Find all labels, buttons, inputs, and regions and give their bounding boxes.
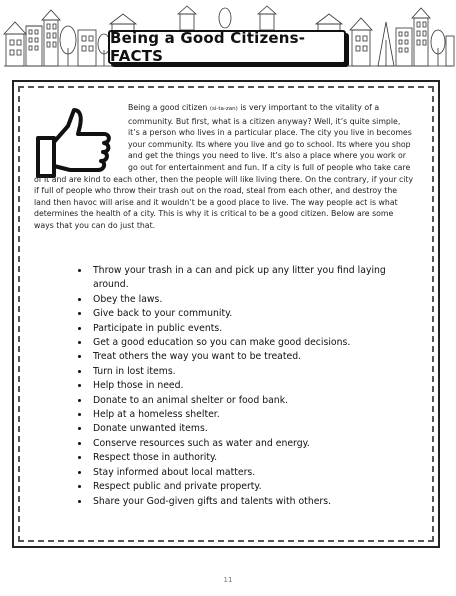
list-item: • Help those in need. [90,379,420,393]
list-item: • Conserve resources such as water and energy. [90,437,420,451]
list-item: • Respect public and private property. [90,480,420,494]
list-item: • Participate in public events. [90,322,420,336]
list-item: • Throw your trash in a can and pick up any litter you find laying around. [90,264,420,293]
list-item: • Donate unwanted items. [90,422,420,436]
list-item: • Turn in lost items. [90,365,420,379]
intro-text: is very important to the vitality of a community. But first, what is a citizen anyway? Well, it’s quite simple, it’s a person who lives in a particular place. The city you live in becomes your community. Its where you live and go to school. Its where you shop and get the things you need to live. It’s also a place where you work or go out for entertainment and fun. If a city is full of people who take care of it and are kind to each other, then the people will like living there. On the contrary, if your city if full of people who throw their trash out on the road, steal from each other, and destroy the land then havoc will arise and it wouldn’t be a good place to live. The way people act is what determines the health of a city. This is why it is critical to be a good citizen. Below are some ways that you can do just that. [34,103,414,230]
page-number: 11 [223,576,233,584]
title-box [108,30,346,64]
list-item: • Give back to your community. [90,307,420,321]
page-title: Being a Good Citizens- FACTS [110,29,306,65]
intro-paragraph [34,102,414,232]
list-item: • Treat others the way you want to be treated. [90,350,420,364]
list-item: • Obey the laws. [90,293,420,307]
intro-pronunciation: (si-ta-zan) [209,106,238,112]
tips-list [74,264,420,509]
list-item: • Share your God-given gifts and talents with others. [90,495,420,509]
list-item: • Help at a homeless shelter. [90,408,420,422]
list-item: • Get a good education so you can make good decisions. [90,336,420,350]
list-item: • Respect those in authority. [90,451,420,465]
list-item: • Stay informed about local matters. [90,466,420,480]
intro-lead: Being a good citizen [128,103,210,112]
list-item: • Donate to an animal shelter or food bank. [90,394,420,408]
content-frame [12,80,440,548]
